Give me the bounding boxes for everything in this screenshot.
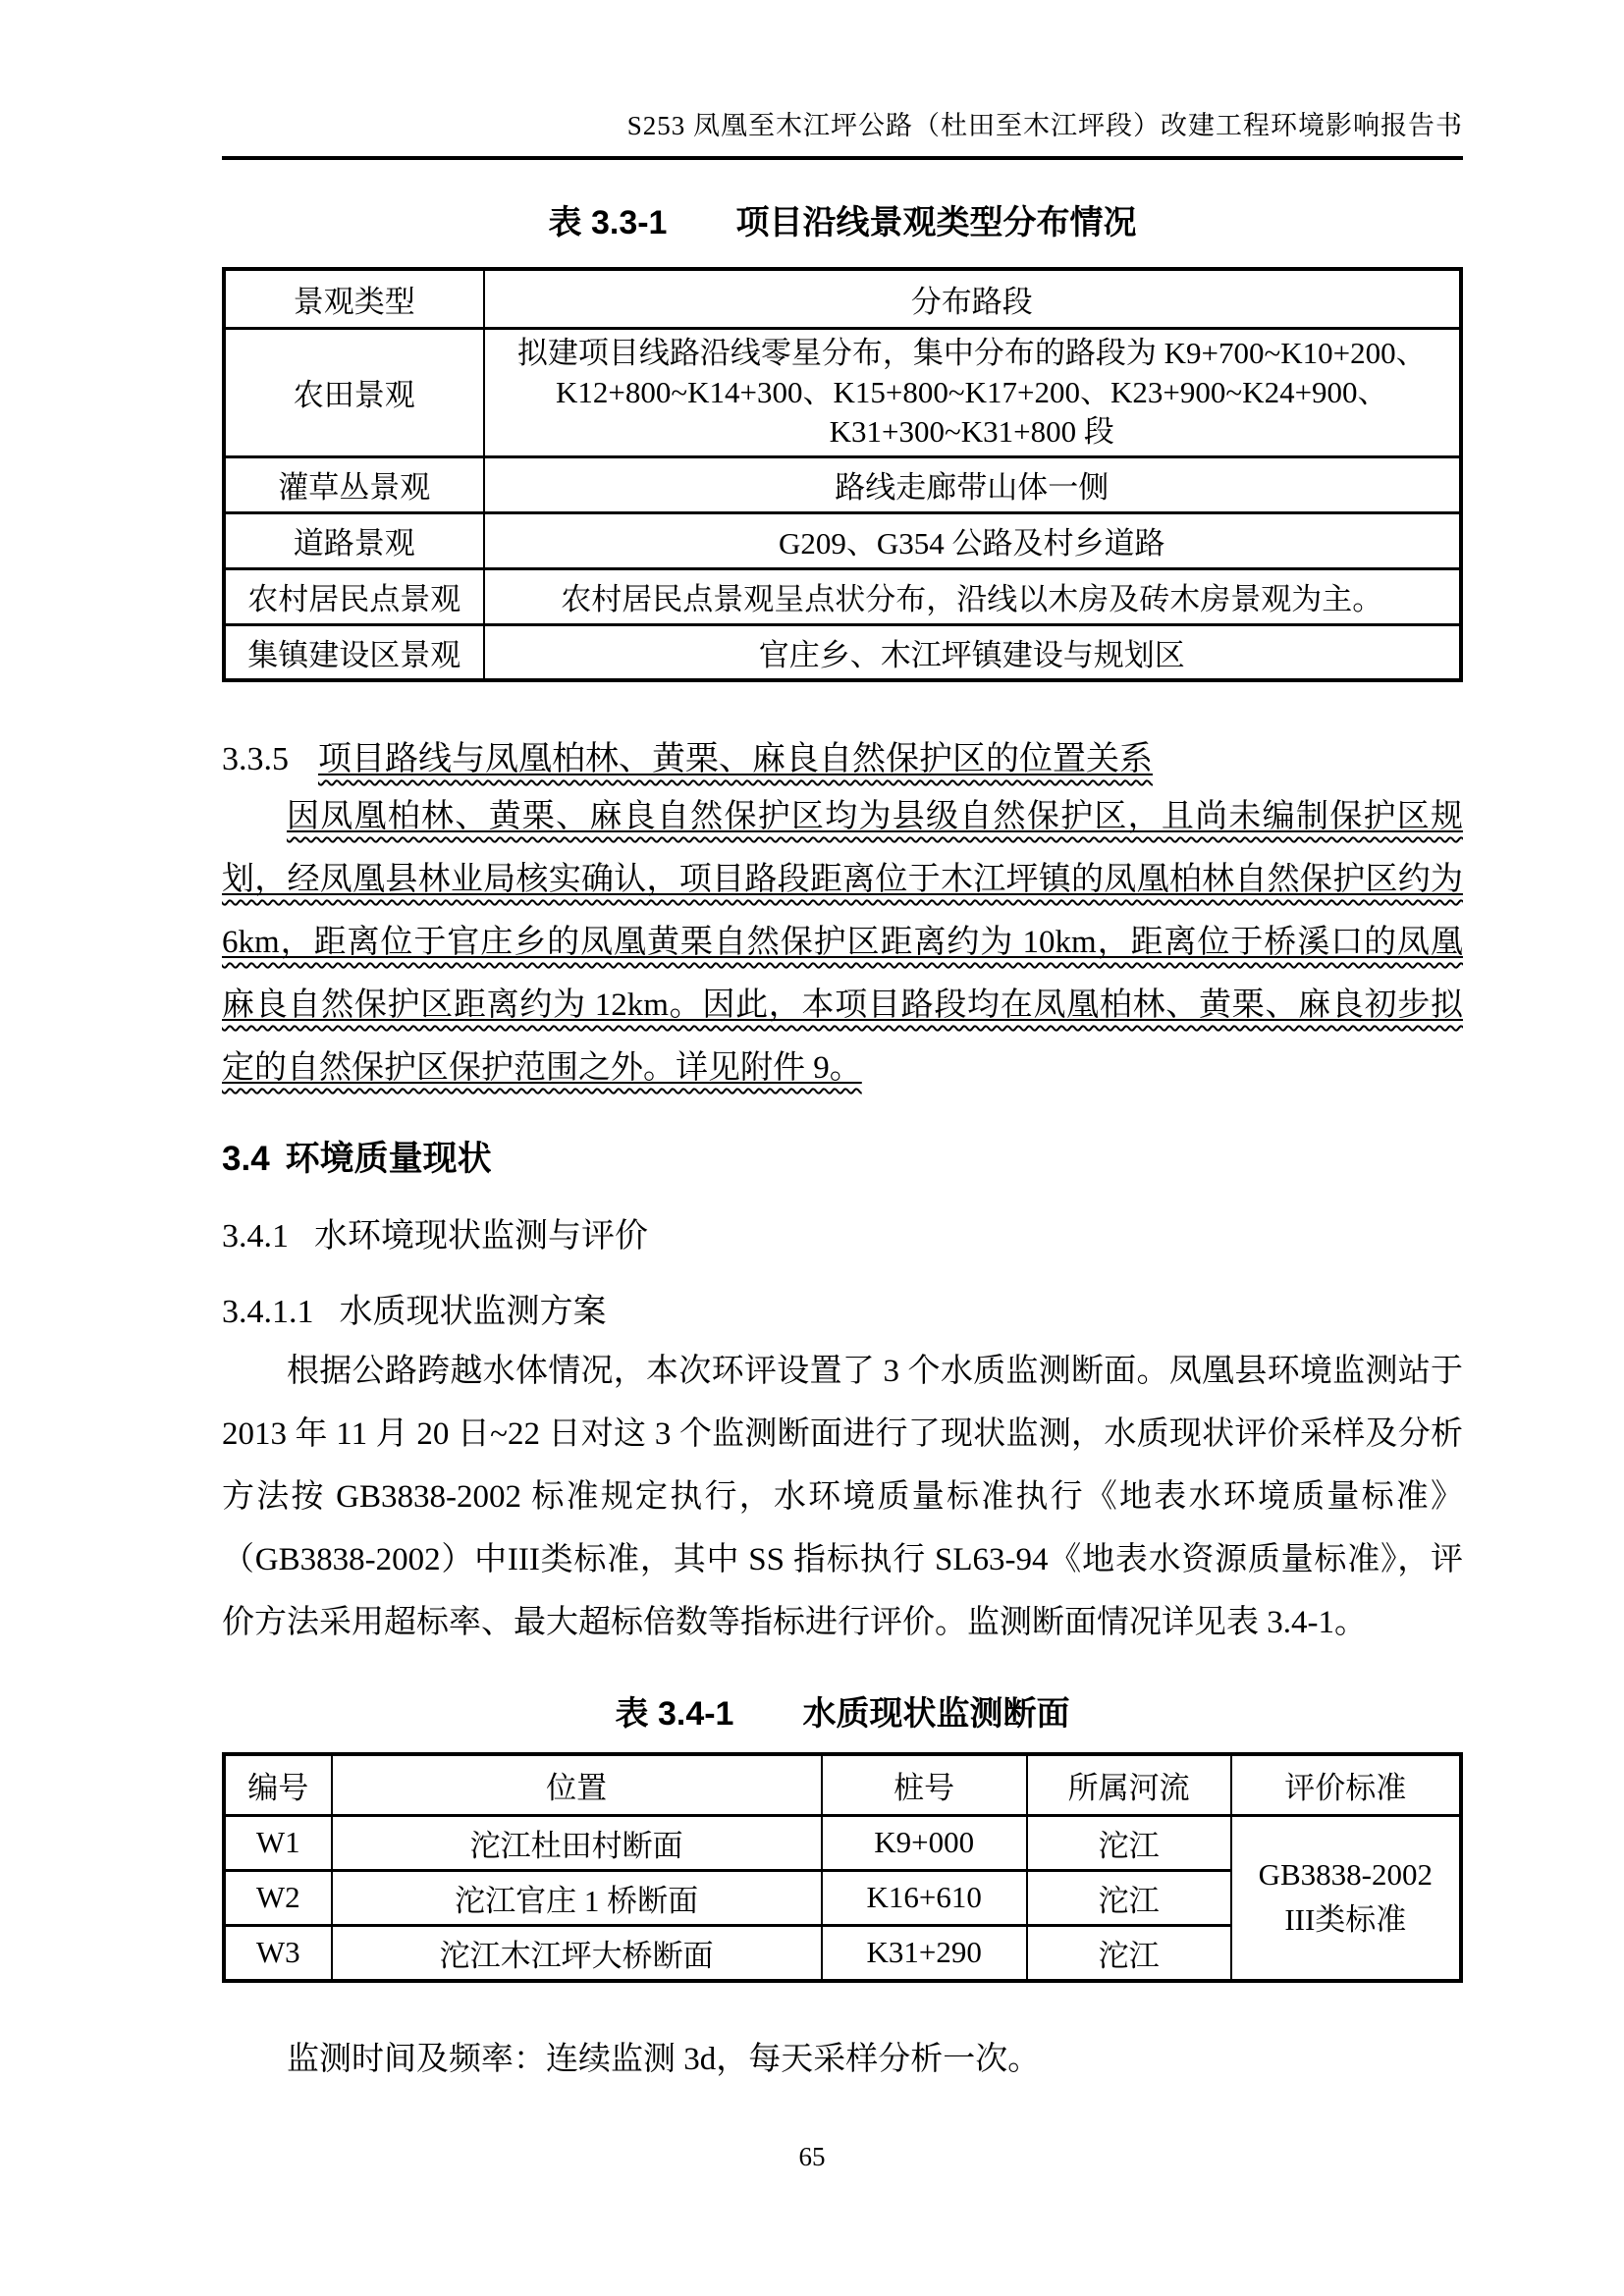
section-title: 水质现状监测方案 — [339, 1294, 607, 1330]
cell-stake: K9+000 — [822, 1815, 1027, 1870]
cell-landscape-type: 灌草丛景观 — [224, 456, 484, 512]
cell-landscape-type: 农田景观 — [224, 328, 484, 456]
cell-location: 沱江木江坪大桥断面 — [332, 1925, 822, 1981]
section-title: 环境质量现状 — [285, 1140, 492, 1178]
section-heading-34 — [222, 1132, 1463, 1181]
cell-no: W3 — [224, 1925, 332, 1981]
cell-no: W1 — [224, 1815, 332, 1870]
table-row — [224, 1815, 1461, 1870]
table-341-caption-label: 表 3.4-1 — [615, 1695, 734, 1733]
table-331-caption-title: 项目沿线景观类型分布情况 — [735, 204, 1137, 241]
cell-river: 沱江 — [1027, 1815, 1231, 1870]
table-341-caption-title: 水质现状监测断面 — [802, 1695, 1070, 1733]
col-header-distribution: 分布路段 — [484, 269, 1461, 328]
section-number: 3.4.1.1 — [222, 1294, 314, 1330]
section-number: 3.3.5 — [222, 741, 289, 777]
section-title: 项目路线与凤凰柏林、黄栗、麻良自然保护区的位置关系 — [318, 741, 1153, 777]
col-header-no: 编号 — [224, 1754, 332, 1815]
table-header-row — [224, 269, 1461, 328]
cell-stake: K16+610 — [822, 1870, 1027, 1925]
cell-stake: K31+290 — [822, 1925, 1027, 1981]
cell-distribution: 拟建项目线路沿线零星分布，集中分布的路段为 K9+700~K10+200、K12+800~K14+300、K15+800~K17+200、K23+900~K24+900、K31+300~K31+800 段 — [484, 328, 1461, 456]
table-row — [224, 328, 1461, 456]
cell-river: 沱江 — [1027, 1870, 1231, 1925]
cell-landscape-type: 农村居民点景观 — [224, 568, 484, 624]
table-row — [224, 568, 1461, 624]
cell-no: W2 — [224, 1870, 332, 1925]
table-331-caption — [222, 195, 1463, 243]
table-row — [224, 624, 1461, 680]
section-heading-3411 — [222, 1284, 1463, 1332]
table-landscape-types — [222, 267, 1463, 682]
col-header-location: 位置 — [332, 1754, 822, 1815]
col-header-landscape-type: 景观类型 — [224, 269, 484, 328]
table-331-caption-label: 表 3.3-1 — [548, 204, 668, 241]
header-title: S253 凤凰至木江坪公路（杜田至木江坪段）改建工程环境影响报告书 — [626, 111, 1463, 140]
cell-standard — [1231, 1815, 1461, 1981]
closing-paragraph: 监测时间及频率：连续监测 3d，每天采样分析一次。 — [287, 2041, 1041, 2077]
standard-line-2: III类标准 — [1284, 1902, 1407, 1937]
cell-location: 沱江官庄 1 桥断面 — [332, 1870, 822, 1925]
cell-distribution: G209、G354 公路及村乡道路 — [484, 512, 1461, 568]
table-header-row — [224, 1754, 1461, 1815]
col-header-river: 所属河流 — [1027, 1754, 1231, 1815]
table-row — [224, 456, 1461, 512]
table-water-monitoring-sections — [222, 1752, 1463, 1983]
cell-distribution: 官庄乡、木江坪镇建设与规划区 — [484, 624, 1461, 680]
cell-landscape-type: 集镇建设区景观 — [224, 624, 484, 680]
cell-distribution: 路线走廊带山体一侧 — [484, 456, 1461, 512]
page-header — [222, 104, 1463, 160]
cell-location: 沱江杜田村断面 — [332, 1815, 822, 1870]
paragraph-3411: 根据公路跨越水体情况，本次环评设置了 3 个水质监测断面。凤凰县环境监测站于 2013 年 11 月 20 日~22 日对这 3 个监测断面进行了现状监测，水质现状评价采样及分析方法按 GB3838-2002 标准规定执行，水环境质量标准执行《地表水环境质量标准》（GB3838-2002）中III类标准，其中 SS 指标执行 SL63-94《地表水资源质量标准》，评价方法采用超标率、最大超标倍数等指标进行评价。监测断面情况详见表 3.4-1。 — [222, 1354, 1463, 1640]
standard-line-1: GB3838-2002 — [1258, 1857, 1433, 1892]
section-heading-335 — [222, 731, 1463, 779]
cell-landscape-type: 道路景观 — [224, 512, 484, 568]
page-number: 65 — [798, 2142, 826, 2171]
col-header-standard: 评价标准 — [1231, 1754, 1461, 1815]
table-row — [224, 512, 1461, 568]
paragraph-text: 因凤凰柏林、黄栗、麻良自然保护区均为县级自然保护区，且尚未编制保护区规划，经凤凰县林业局核实确认，项目路段距离位于木江坪镇的凤凰柏林自然保护区约为 6km，距离位于官庄乡的凤凰黄栗自然保护区距离约为 10km，距离位于桥溪口的凤凰麻良自然保护区距离约为 12km。因此，本项目路段均在凤凰柏林、黄栗、麻良初步拟定的自然保护区保护范围之外。详见附件 9。 — [222, 799, 1463, 1086]
section-title: 水环境现状监测与评价 — [314, 1218, 648, 1255]
section-number: 3.4 — [222, 1140, 270, 1178]
section-number: 3.4.1 — [222, 1218, 289, 1255]
col-header-stake: 桩号 — [822, 1754, 1027, 1815]
table-341-caption — [222, 1686, 1463, 1735]
cell-distribution: 农村居民点景观呈点状分布，沿线以木房及砖木房景观为主。 — [484, 568, 1461, 624]
paragraph-335 — [222, 785, 1463, 1099]
cell-river: 沱江 — [1027, 1925, 1231, 1981]
section-heading-341 — [222, 1208, 1463, 1256]
